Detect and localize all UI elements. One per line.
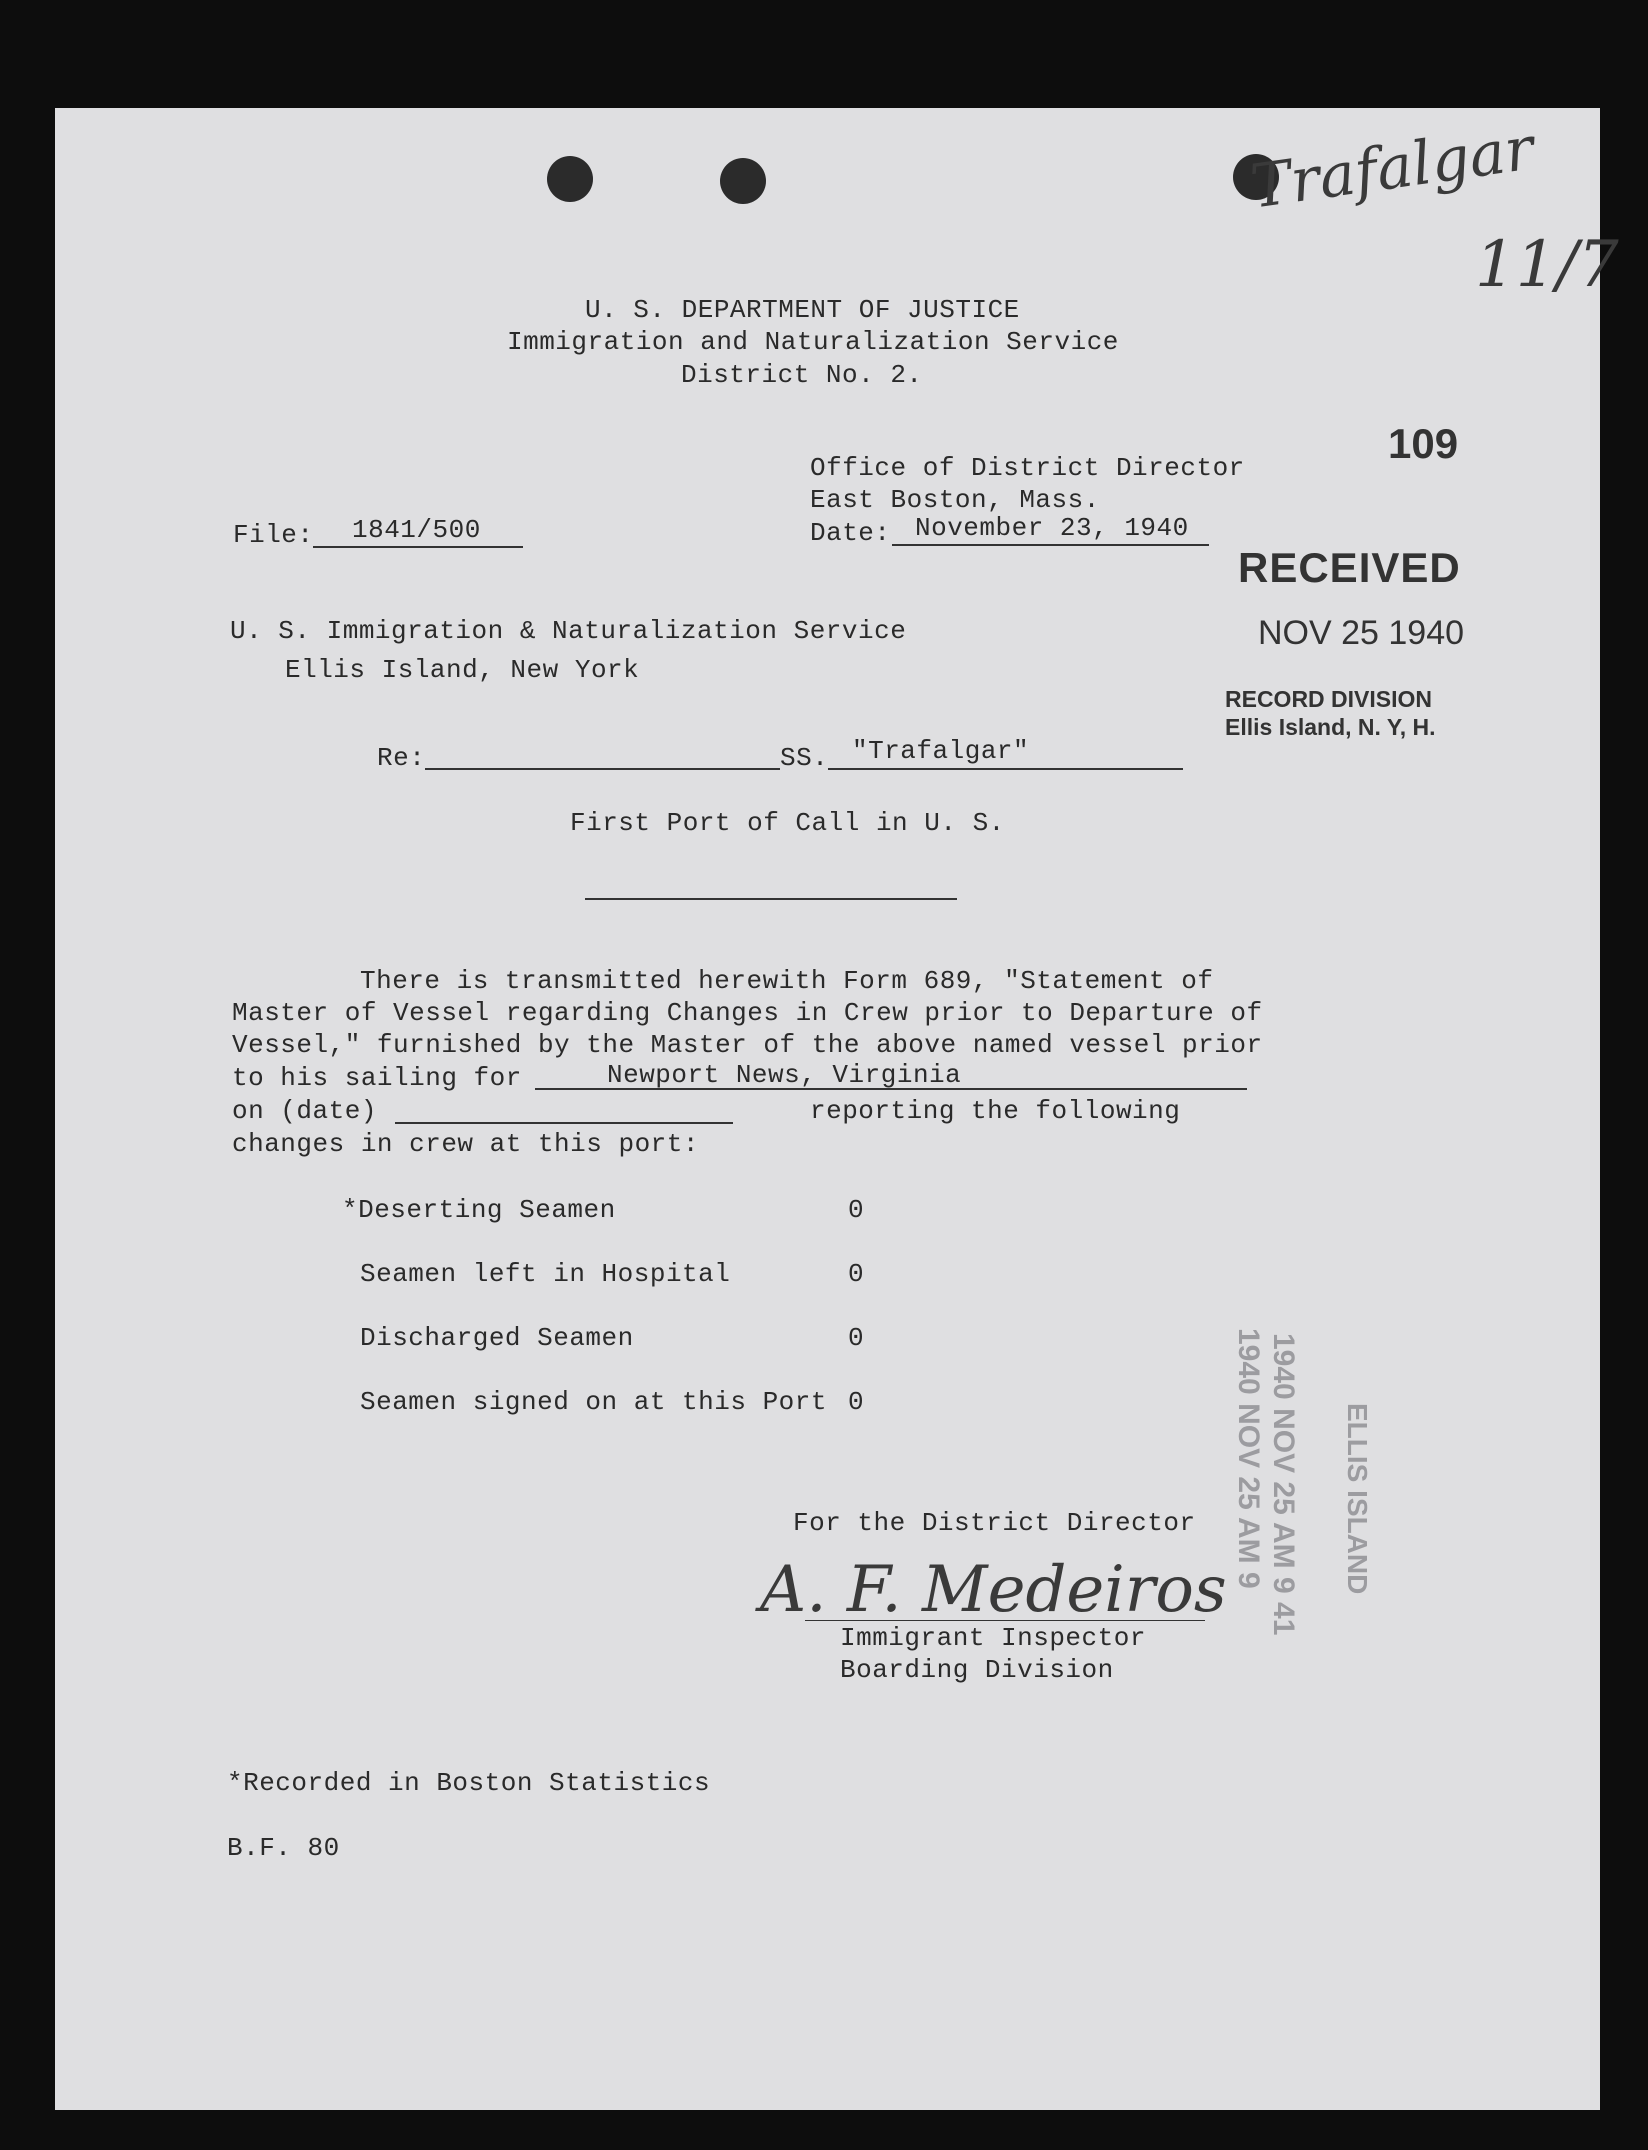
signature-underline [805, 1620, 1205, 1621]
signature: A. F. Medeiros [760, 1553, 1227, 1627]
ss-underline [828, 768, 1183, 770]
body-line5-label: on (date) [232, 1096, 377, 1126]
addressee-line2: Ellis Island, New York [285, 655, 640, 685]
document-page [55, 108, 1619, 2110]
destination-value: Newport News, Virginia [607, 1060, 962, 1090]
received-stamp-division: RECORD DIVISION [1225, 686, 1433, 712]
for-district-director: For the District Director [793, 1508, 1196, 1538]
punch-hole [720, 158, 766, 204]
date-label: Date: [810, 518, 891, 548]
departure-date-underline [395, 1122, 733, 1124]
destination-underline [535, 1088, 1247, 1090]
date-underline [892, 544, 1209, 546]
crew-label-deserting: *Deserting Seamen [342, 1195, 616, 1225]
crew-label-signed-on: Seamen signed on at this Port [360, 1387, 827, 1417]
office-line: Office of District Director [810, 453, 1245, 483]
body-line3: Vessel," furnished by the Master of the above named vessel prior [232, 1030, 1263, 1060]
date-value: November 23, 1940 [915, 513, 1189, 543]
punch-hole [547, 156, 593, 202]
crew-value-discharged: 0 [848, 1323, 865, 1353]
crew-value-hospital: 0 [848, 1259, 865, 1289]
ss-value: "Trafalgar" [852, 736, 1030, 766]
received-stamp-location: Ellis Island, N. Y, H. [1225, 714, 1436, 740]
crew-value-deserting: 0 [848, 1195, 865, 1225]
handwritten-mark: 11/7 [1475, 228, 1619, 302]
date-stamp-line3: ELLIS ISLAND [1342, 1403, 1373, 1595]
first-port-underline [585, 898, 957, 900]
body-line6: changes in crew at this port: [232, 1129, 699, 1159]
form-number: B.F. 80 [227, 1833, 340, 1863]
date-stamp-line1: 1940 NOV 25 AM 9 41 [1267, 1333, 1300, 1636]
received-stamp-date: NOV 25 1940 [1258, 614, 1465, 652]
header-district: District No. 2. [681, 360, 923, 390]
header-department: U. S. DEPARTMENT OF JUSTICE [585, 295, 1020, 325]
body-line4: to his sailing for [232, 1063, 522, 1093]
addressee-line1: U. S. Immigration & Naturalization Service [230, 616, 907, 646]
body-line5-rest: reporting the following [810, 1096, 1181, 1126]
re-label: Re: [377, 743, 426, 773]
received-stamp-title: RECEIVED [1238, 544, 1461, 591]
date-stamp-line2: 1940 NOV 25 AM 9 [1232, 1328, 1265, 1589]
page-number: 109 [1388, 420, 1459, 467]
footnote: *Recorded in Boston Statistics [227, 1768, 711, 1798]
re-underline [425, 768, 780, 770]
body-line1: There is transmitted herewith Form 689, "Statement of [360, 966, 1214, 996]
signer-division: Boarding Division [840, 1655, 1114, 1685]
office-location: East Boston, Mass. [810, 485, 1100, 515]
ss-label: SS. [780, 743, 829, 773]
crew-value-signed-on: 0 [848, 1387, 865, 1417]
crew-label-hospital: Seamen left in Hospital [360, 1259, 731, 1289]
file-underline [313, 546, 523, 548]
handwritten-ship-name: Trafalgar [1246, 113, 1539, 223]
file-value: 1841/500 [352, 515, 481, 545]
first-port-heading: First Port of Call in U. S. [570, 808, 1005, 838]
file-label: File: [233, 520, 314, 550]
crew-label-discharged: Discharged Seamen [360, 1323, 634, 1353]
header-service: Immigration and Naturalization Service [507, 327, 1119, 357]
signer-title: Immigrant Inspector [840, 1623, 1146, 1653]
body-line2: Master of Vessel regarding Changes in Crew prior to Departure of [232, 998, 1263, 1028]
